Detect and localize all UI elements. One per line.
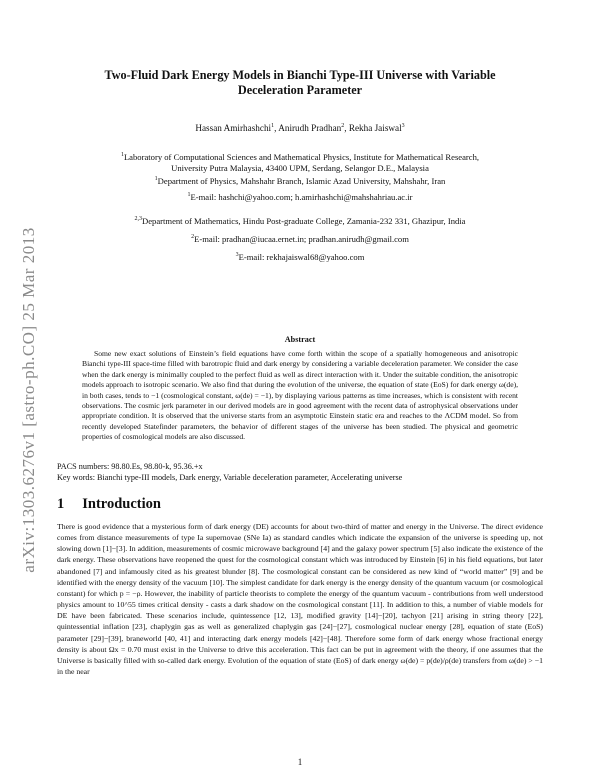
- affiliation-2-sup: 2,3: [134, 216, 142, 222]
- author-list: [60, 123, 540, 133]
- arxiv-stamp-text: arXiv:1303.6276v1 [astro-ph.CO] 25 Mar 2013: [19, 227, 38, 573]
- email-2-sup: 2: [191, 234, 195, 240]
- page-number: 1: [297, 757, 303, 767]
- email-3-text: E-mail: rekhajaiswal68@yahoo.com: [238, 251, 365, 262]
- email-1: [60, 190, 540, 203]
- email-2: [60, 232, 540, 245]
- email-3-sup: 3: [235, 252, 239, 258]
- author-3-sup: 3: [401, 123, 405, 129]
- section-heading: [57, 496, 179, 513]
- section-title: Introduction: [82, 496, 161, 512]
- paper-title: [60, 68, 540, 98]
- affiliation-1: [60, 150, 540, 187]
- title-line-1: Two-Fluid Dark Energy Models in Bianchi Type-III Universe with Variable: [104, 68, 496, 82]
- arxiv-stamp: [12, 190, 46, 610]
- author-2-sup: 2: [341, 123, 345, 129]
- affiliation-1-sup: 1: [120, 152, 124, 158]
- email-3: [60, 250, 540, 263]
- author-1-sup: 1: [271, 123, 275, 129]
- affiliation-1-line-1: Laboratory of Computational Sciences and Mathematical Physics, Institute for Mathematical Research,: [123, 151, 480, 162]
- affiliation-1b-sup: 1: [154, 175, 158, 182]
- author-1: Hassan Amirhashchi: [195, 123, 272, 134]
- author-2: Anirudh Pradhan: [278, 123, 342, 134]
- abstract-body: Some new exact solutions of Einstein’s field equations have come forth within the scope of a spatially homogeneous and anisotropic Bianchi type-III space-time filled with barotropic fluid and dark energy by considering a variable deceleration parameter. We consider the case when the dark energy is minimally coupled to the perfect fluid as well as direct interaction with it. Under the suitable condition, the anisotropic models approach to isotropic scenario. We also find that during the evolution of the universe, the equation of state (EoS) for dark energy ω(de), in both cases, tends to −1 (cosmological constant, ω(de) = −1), by displaying various patterns as time increases, which is consistent with recent observations. The cosmic jerk parameter in our derived models are in good agreement with the recent data of astrophysical observations under appropriate condition. It is observed that the universe starts from an asymptotic Einstein static era and reaches to the ΛCDM model. So from recently developed Statefinder parameters, the behavior of different stages of the universe has been studied. The physical and geometric properties of cosmological models are also discussed.: [82, 349, 518, 442]
- section-number: 1: [57, 496, 65, 512]
- email-1-text: E-mail: hashchi@yahoo.com; h.amirhashchi@mahshahriau.ac.ir: [190, 191, 413, 202]
- title-line-2: Deceleration Parameter: [237, 83, 363, 97]
- abstract-heading: Abstract: [284, 335, 316, 344]
- affiliation-2: [60, 214, 540, 227]
- author-sep-1: ,: [274, 123, 279, 134]
- author-sep-2: ,: [344, 123, 349, 134]
- pacs-numbers: PACS numbers: 98.80.Es, 98.80-k, 95.36.+x: [57, 462, 203, 471]
- intro-paragraph: There is good evidence that a mysterious form of dark energy (DE) accounts for about two-third of matter and energy in the Universe. The direct evidence comes from distance measurements of type Ia supernovae (SNe Ia) as standard candles which indicate the expansion of the universe is speeding up, not slowing down [1]−[3]. In addition, measurements of cosmic microwave background [4] and the galaxy power spectrum [5] also indicate the existence of the dark energy. These observations have reopened the quest for the cosmological constant which was introduced by Einstein [6] in his field equations, but later abandoned [7] and infamously cited as his greatest blunder [8]. The cosmological constant can be considered as new kind of “world matter” [9] and be identified with the energy density of the vacuum [10]. The simplest candidate for dark energy is the energy density of the quantum vacuum (or cosmological constant) for which p = −ρ. However, the inability of particle theorists to complete the energy of the quantum vacuum - contributions from well understood physics amount to 10^55 times critical density - casts a dark shadow on the cosmological constant [11]. In addition to this, a number of viable models for DE have been fabricated. These scenarios include, quintessence [12, 13], modified gravity [14]−[20], tachyon [21] arising in string theory [22], quintessential inflation [23], chaplygin gas as well as generalized chaplygin gas [24]−[27], cosmological nuclear energy [28], equation of state (EoS) parameter [29]−[39], braneworld [40, 41] and interacting dark energy models [42]−[48]. Therefore some form of dark energy whose fractional energy density is about Ωx = 0.70 must exist in the Universe to drive this acceleration. This fact can be put in agreement with the theory, if one assumes that the Universe is basically filled with so-called dark energy. Evolution of the equation of state (EoS) of dark energy ω(de) = p(de)/ρ(de) transfers from ω(de) > −1 in the near: [57, 522, 543, 677]
- affiliation-1-line-2: University Putra Malaysia, 43400 UPM, Serdang, Selangor D.E., Malaysia: [171, 162, 429, 173]
- affiliation-2-text: Department of Mathematics, Hindu Post-graduate College, Zamania-232 331, Ghazipur, India: [142, 215, 466, 226]
- affiliation-1b-line: Department of Physics, Mahshahr Branch, Islamic Azad University, Mahshahr, Iran: [157, 175, 446, 186]
- keywords: Key words: Bianchi type-III models, Dark energy, Variable deceleration parameter, Accelerating universe: [57, 473, 403, 482]
- email-1-sup: 1: [187, 192, 191, 198]
- email-2-text: E-mail: pradhan@iucaa.ernet.in; pradhan.anirudh@gmail.com: [194, 233, 409, 244]
- author-3: Rekha Jaiswal: [348, 123, 402, 134]
